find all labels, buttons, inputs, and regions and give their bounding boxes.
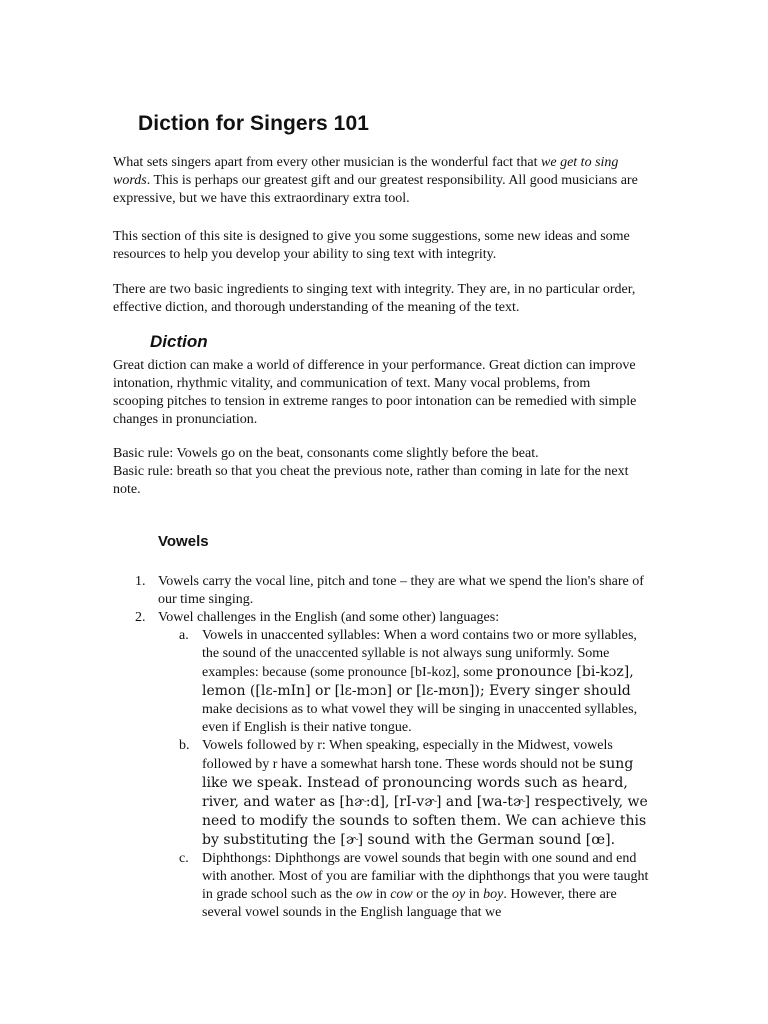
basic-rules bbox=[113, 445, 643, 499]
sublist-item-text-continued: make decisions as to what vowel they will be singing in unaccented syllables, even if English is their native tongue. bbox=[202, 702, 638, 735]
sublist-item-letter: c. bbox=[179, 851, 189, 866]
list-item-number: 2. bbox=[135, 610, 146, 625]
sublist-item bbox=[158, 850, 653, 922]
sublist-item-text: Vowels followed by r: When speaking, especially in the Midwest, vowels followed by r have a somewhat harsh tone. These words should not be bbox=[202, 738, 613, 772]
basic-rule-1: Basic rule: Vowels go on the beat, consonants come slightly before the beat. bbox=[113, 446, 539, 461]
connector-text: or the bbox=[412, 887, 453, 902]
intro-p1-emphasis: we get to sing words bbox=[113, 155, 619, 188]
sublist-item-letter: b. bbox=[179, 738, 190, 753]
emphasis-oy: oy bbox=[452, 887, 466, 902]
emphasis-ow: ow bbox=[355, 887, 373, 902]
emphasis-cow: cow bbox=[390, 887, 413, 902]
sublist-item bbox=[158, 627, 653, 737]
ipa-text: sung like we speak. Instead of pronouncing words such as heard, river, and water as [hɚ:d], [rI-vɚ] and [wa-tɚ] respectively, we need to modify the sounds to soften them. We can achieve this by substituting the [ɚ] sound with the German sound [œ]. bbox=[202, 756, 648, 848]
intro-paragraph-3: There are two basic ingredients to singing text with integrity. They are, in no particular order, effective diction, and thorough understanding of the meaning of the text. bbox=[113, 282, 636, 315]
sublist-item-text: Vowels in unaccented syllables: When a word contains two or more syllables, the sound of the unaccented syllable is not always sung uniformly. Some examples: because (some pronounce [bI-koz], some bbox=[202, 628, 637, 680]
sublist-item-letter: a. bbox=[179, 628, 189, 643]
connector-text: in bbox=[465, 887, 484, 902]
sublist-item-text: Diphthongs: Diphthongs are vowel sounds that begin with one sound and end with another. Most of you are familiar with the diphthongs that you were taught in grade school such as the bbox=[202, 851, 649, 902]
diction-paragraph: Great diction can make a world of difference in your performance. Great diction can improve intonation, rhythmic vitality, and communication of text. Many vocal problems, from scooping pitches to tension in extreme ranges to poor intonation can be remedied with simple changes in pronunciation. bbox=[113, 358, 637, 427]
vowel-challenges-sublist bbox=[158, 627, 653, 922]
sublist-item-text-continued: . However, there are several vowel sounds in the English language that we bbox=[202, 887, 617, 920]
emphasis-boy: boy bbox=[483, 887, 504, 902]
ipa-text: pronounce [bi-kɔz], lemon ([lɛ-mIn] or [lɛ-mɔn] or [lɛ-mʊn]); Every singer should bbox=[202, 664, 634, 699]
intro-p1-text-b: . This is perhaps our greatest gift and our greatest responsibility. All good musicians are expressive, but we have this extraordinary extra tool. bbox=[113, 173, 638, 206]
vowels-list bbox=[113, 573, 653, 922]
intro-paragraph-1 bbox=[113, 154, 643, 208]
intro-p1-text-a: What sets singers apart from every other musician is the wonderful fact that bbox=[113, 155, 542, 170]
list-item bbox=[113, 573, 653, 609]
sublist-item bbox=[158, 737, 653, 850]
list-item-text: Vowel challenges in the English (and some other) languages: bbox=[158, 610, 500, 625]
connector-text: in bbox=[372, 887, 391, 902]
vowels-heading: Vowels bbox=[158, 533, 209, 550]
list-item-text: Vowels carry the vocal line, pitch and tone – they are what we spend the lion's share of our time singing. bbox=[158, 574, 644, 607]
basic-rule-2: Basic rule: breath so that you cheat the previous note, rather than coming in late for the next note. bbox=[113, 464, 629, 497]
list-item bbox=[113, 609, 653, 922]
list-item-number: 1. bbox=[135, 574, 146, 589]
intro-paragraph-2: This section of this site is designed to give you some suggestions, some new ideas and some resources to help you develop your ability to sing text with integrity. bbox=[113, 229, 630, 262]
page-title: Diction for Singers 101 bbox=[138, 112, 370, 135]
diction-heading: Diction bbox=[150, 332, 208, 351]
